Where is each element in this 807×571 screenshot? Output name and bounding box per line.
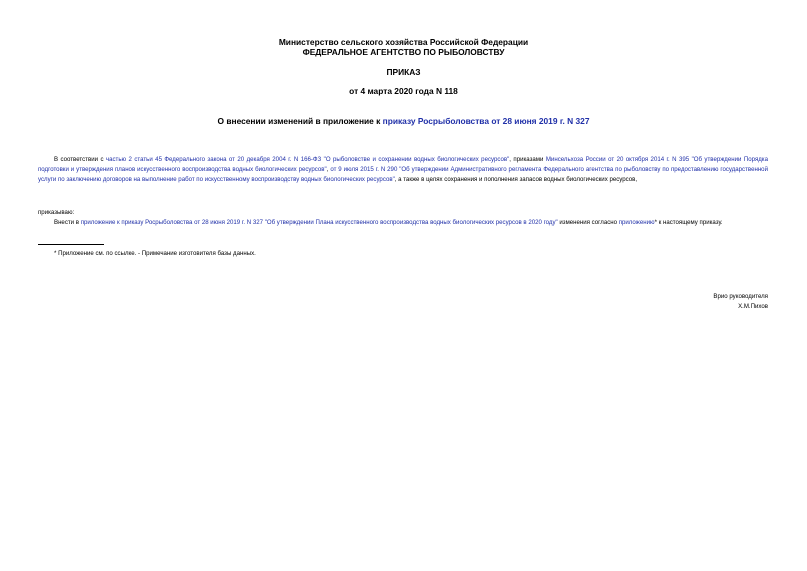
signatory-position: Врио руководителя — [713, 293, 768, 300]
preamble-text-4: , а также в целях сохранения и пополнения запасов водных биологических ресурсов, — [394, 176, 638, 183]
document-type: ПРИКАЗ — [386, 67, 421, 77]
footnote-divider — [38, 244, 104, 245]
footnote: * Приложение см. по ссылке. - Примечание изготовителя базы данных. — [54, 250, 256, 257]
preamble-text-3: , — [326, 166, 331, 173]
document-title — [0, 116, 807, 126]
signatory-name: Х.М.Пихов — [738, 303, 768, 310]
ministry-name: Министерство сельского хозяйства Российской Федерации — [278, 37, 529, 47]
link-appendix-order-327[interactable]: приложение к приказу Росрыболовства от 28 июня 2019 г. N 327 "Об утверждении Плана искусственного воспроизводства водных биологических ресурсов в 2020 году" — [80, 219, 558, 226]
order-item-text-3: * к настоящему приказу. — [654, 219, 723, 226]
preamble-paragraph — [38, 155, 768, 185]
preamble-text-2: , приказами — [509, 156, 546, 163]
order-item-paragraph — [38, 218, 768, 228]
link-appendix[interactable]: приложению — [618, 219, 655, 226]
agency-name: ФЕДЕРАЛЬНОЕ АГЕНТСТВО ПО РЫБОЛОВСТВУ — [302, 47, 505, 57]
link-order-290[interactable]: от 9 июля 2015 г. N 290 "Об утверждении Административного регламента Федерального агентства по рыболовству по предоставлению государственной услуги по заключению договоров на выполнение работ по искусственному воспроизводству водных биологических ресурсов" — [38, 166, 768, 183]
link-order-395[interactable]: Минсельхоза России от 20 октября 2014 г. N 395 "Об утверждении Порядка подготовки и утверждения планов искусственного воспроизводства водных биологических ресурсов" — [38, 156, 768, 173]
order-word: приказываю: — [38, 209, 75, 216]
title-text: О внесении изменений в приложение к — [217, 116, 383, 126]
order-item-text-1: Внести в — [54, 219, 81, 226]
order-item-text-2: изменения согласно — [557, 219, 619, 226]
preamble-text-1: В соответствии с — [54, 156, 106, 163]
title-link-order-327[interactable]: приказу Росрыболовства от 28 июня 2019 г. N 327 — [382, 116, 590, 126]
document-date-number: от 4 марта 2020 года N 118 — [349, 86, 458, 96]
link-federal-law-166[interactable]: частью 2 статьи 45 Федерального закона от 20 декабря 2004 г. N 166-ФЗ "О рыболовстве и сохранении водных биологических ресурсов" — [105, 156, 510, 163]
